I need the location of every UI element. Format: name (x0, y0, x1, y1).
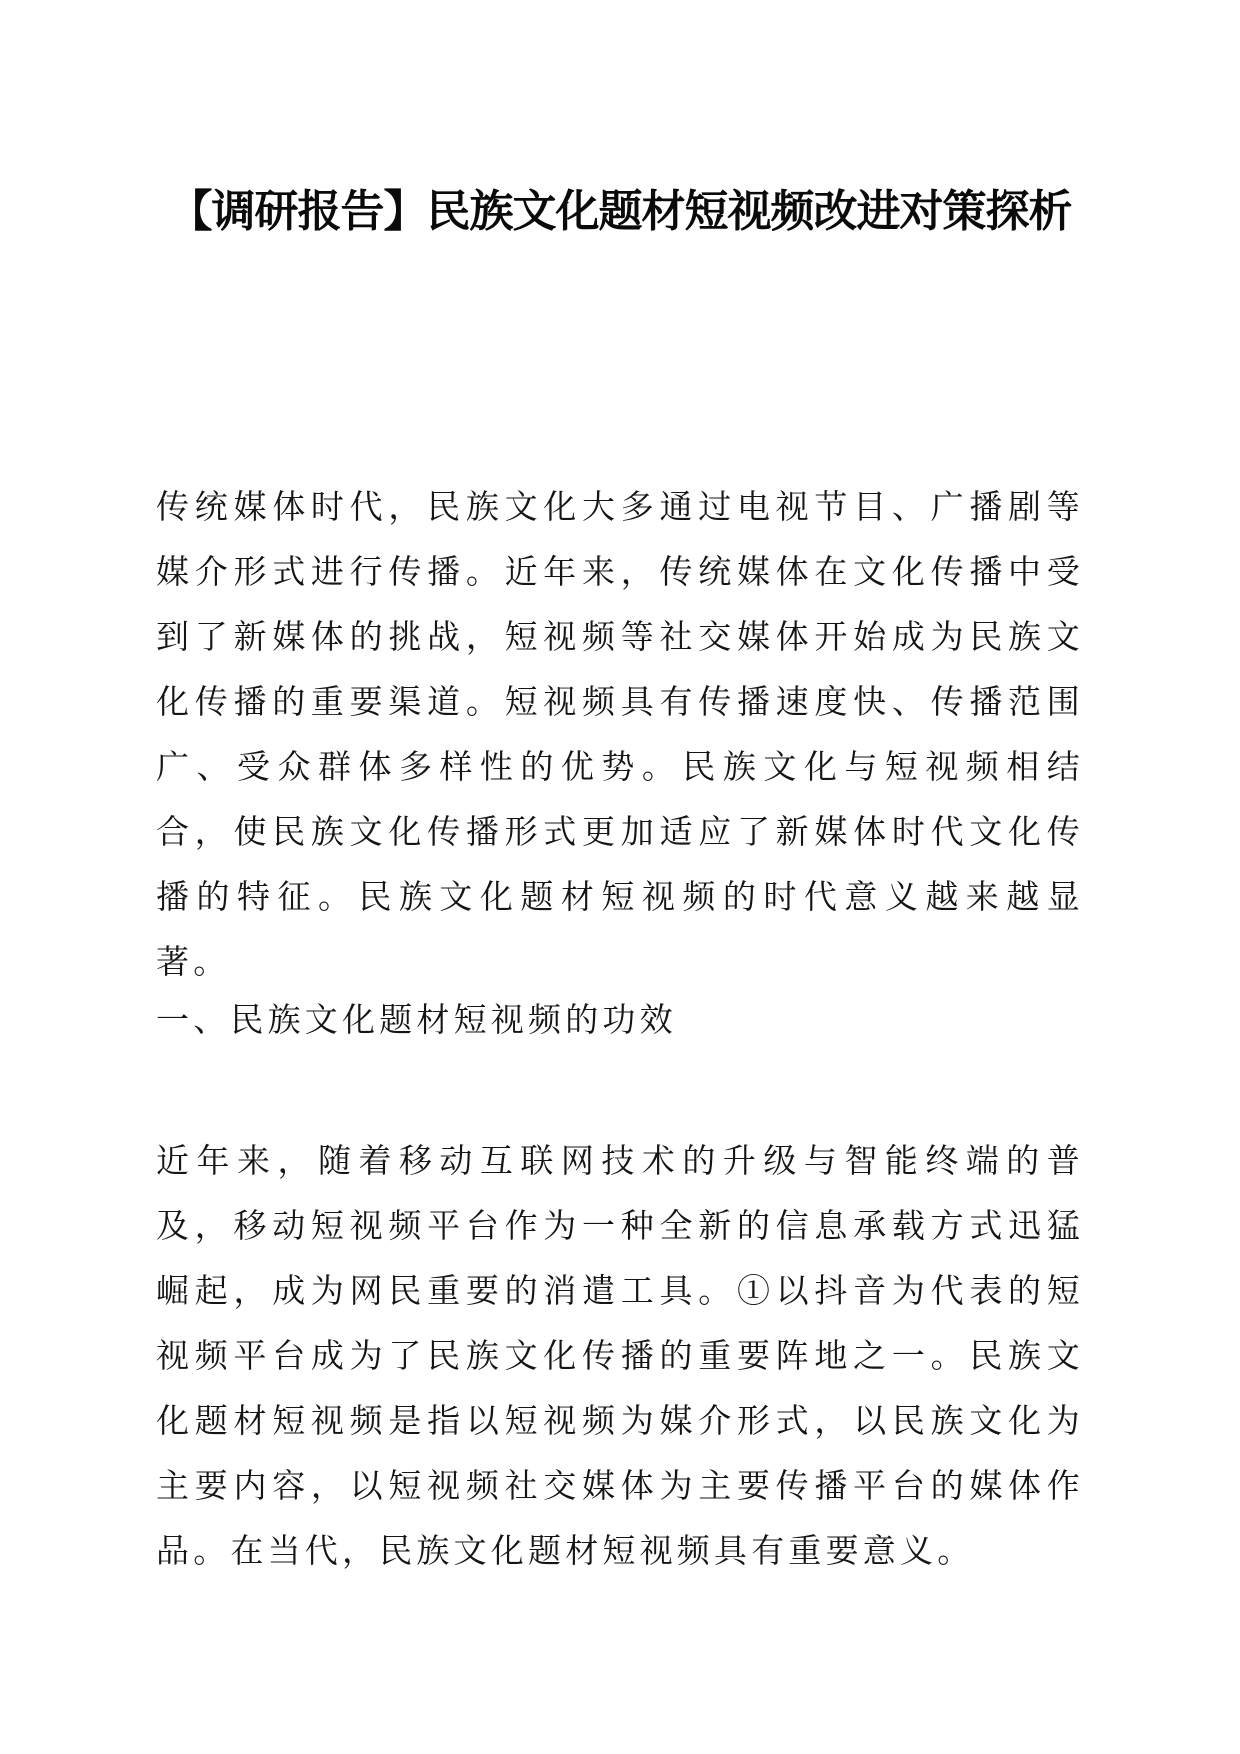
section-heading: 一、民族文化题材短视频的功效 (156, 1000, 677, 1039)
document-title: 【调研报告】民族文化题材短视频改进对策探析 (168, 186, 1072, 237)
intro-paragraph: 传统媒体时代，民族文化大多通过电视节目、广播剧等媒介形式进行传播。近年来，传统媒体在文化传播中受到了新媒体的挑战，短视频等社交媒体开始成为民族文化传播的重要渠道。短视频具有传播速度快、传播范围广、受众群体多样性的优势。民族文化与短视频相结合，使民族文化传播形式更加适应了新媒体时代文化传播的特征。民族文化题材短视频的时代意义越来越显著。 (156, 487, 1084, 981)
body-paragraph: 近年来，随着移动互联网技术的升级与智能终端的普及，移动短视频平台作为一种全新的信息承载方式迅猛崛起，成为网民重要的消遣工具。①以抖音为代表的短视频平台成为了民族文化传播的重要阵地之一。民族文化题材短视频是指以短视频为媒介形式，以民族文化为主要内容，以短视频社交媒体为主要传播平台的媒体作品。在当代，民族文化题材短视频具有重要意义。 (156, 1141, 1084, 1570)
